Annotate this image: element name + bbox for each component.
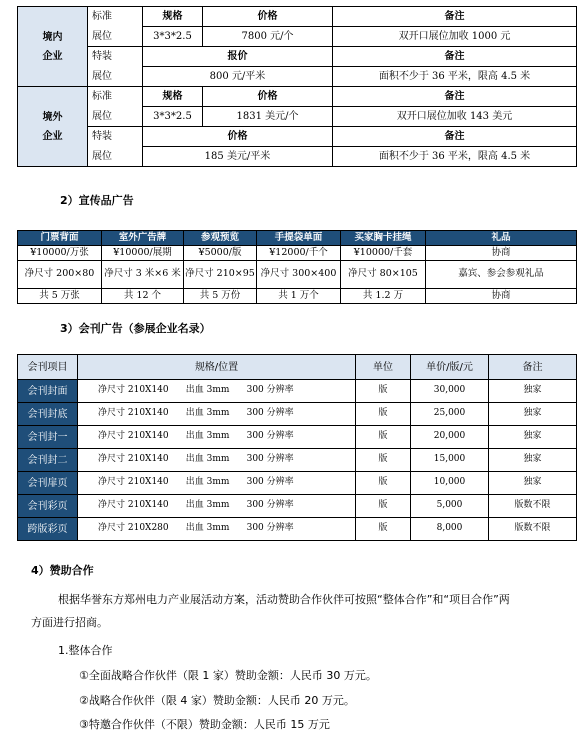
- foreign-label: 境外 企业: [18, 87, 88, 167]
- col-note: 备注: [333, 7, 577, 27]
- spec-cell: 净尺寸 210X280 出血 3mm 300 分辨率: [78, 518, 356, 541]
- sp-price: 800 元/平米: [143, 67, 333, 87]
- table-row: [18, 426, 577, 449]
- table-row: [18, 495, 577, 518]
- col-spec: 规格: [143, 87, 203, 107]
- paragraph-line-2: 方面进行招商。: [31, 616, 108, 629]
- qty-cell: 共 5 万份: [184, 289, 257, 304]
- header-cell: 单价/版/元: [411, 355, 489, 380]
- header-cell: 参观预览: [184, 231, 257, 246]
- list-item: ③特邀合作伙伴（不限）赞助金额：人民币 15 万元: [79, 718, 330, 731]
- price-cell: ¥10000/万张: [18, 246, 102, 261]
- item-cell: 会刊封面: [18, 380, 78, 403]
- item-cell: 会刊封底: [18, 403, 78, 426]
- unit-cell: 版: [356, 518, 411, 541]
- price-cell: 30,000: [411, 380, 489, 403]
- sp-price-label: 价格: [143, 127, 333, 147]
- spec-cell: 净尺寸 210X140 出血 3mm 300 分辨率: [78, 495, 356, 518]
- sp-price-label: 报价: [143, 47, 333, 67]
- size-cell: 净尺寸 80×105: [341, 261, 426, 289]
- price-cell: 协商: [426, 246, 577, 261]
- note-cell: 独家: [489, 472, 577, 495]
- section-3-title: 3）会刊广告（参展企业名录）: [60, 322, 211, 335]
- item-cell: 会刊彩页: [18, 495, 78, 518]
- header-cell: 备注: [489, 355, 577, 380]
- unit-cell: 版: [356, 472, 411, 495]
- std-price: 7800 元/个: [203, 27, 333, 47]
- price-cell: 10,000: [411, 472, 489, 495]
- section-4-title: 4）赞助合作: [31, 564, 94, 577]
- header-cell: 会刊项目: [18, 355, 78, 380]
- item-cell: 会刊扉页: [18, 472, 78, 495]
- size-cell: 净尺寸 300×400: [257, 261, 341, 289]
- qty-cell: 协商: [426, 289, 577, 304]
- sp-price: 185 美元/平米: [143, 147, 333, 167]
- spec-cell: 净尺寸 210X140 出血 3mm 300 分辨率: [78, 426, 356, 449]
- section-2-title: 2）宣传品广告: [60, 194, 134, 207]
- table-row: [18, 518, 577, 541]
- col-price: 价格: [203, 7, 333, 27]
- note-cell: 独家: [489, 403, 577, 426]
- price-cell: ¥10000/展期: [102, 246, 184, 261]
- sp-booth-label-a: 特装: [88, 47, 143, 67]
- qty-cell: 共 1.2 万: [341, 289, 426, 304]
- unit-cell: 版: [356, 403, 411, 426]
- col-price: 价格: [203, 87, 333, 107]
- header-cell: 手提袋单面: [257, 231, 341, 246]
- price-cell: 25,000: [411, 403, 489, 426]
- spec-cell: 净尺寸 210X140 出血 3mm 300 分辨率: [78, 472, 356, 495]
- qty-cell: 共 1 万个: [257, 289, 341, 304]
- subheading-overall: 1.整体合作: [58, 644, 113, 657]
- size-cell: 嘉宾、参会参观礼品: [426, 261, 577, 289]
- item-cell: 会刊封二: [18, 449, 78, 472]
- col-note: 备注: [333, 87, 577, 107]
- size-cell: 净尺寸 200×80: [18, 261, 102, 289]
- sp-note: 面积不少于 36 平米，限高 4.5 米: [333, 67, 577, 87]
- price-cell: ¥12000/千个: [257, 246, 341, 261]
- size-cell: 净尺寸 3 米×6 米: [102, 261, 184, 289]
- sp-note: 面积不少于 36 平米，限高 4.5 米: [333, 147, 577, 167]
- table-row: [18, 380, 577, 403]
- std-booth-label-b: 展位: [88, 107, 143, 127]
- price-cell: ¥5000/版: [184, 246, 257, 261]
- header-cell: 规格/位置: [78, 355, 356, 380]
- std-price: 1831 美元/个: [203, 107, 333, 127]
- sp-note-label: 备注: [333, 47, 577, 67]
- header-cell: 室外广告牌: [102, 231, 184, 246]
- price-cell: 5,000: [411, 495, 489, 518]
- std-note: 双开口展位加收 143 美元: [333, 107, 577, 127]
- table-row: [18, 403, 577, 426]
- note-cell: 版数不限: [489, 518, 577, 541]
- sp-booth-label-b: 展位: [88, 147, 143, 167]
- booth-price-table: [17, 6, 577, 167]
- col-spec: 规格: [143, 7, 203, 27]
- spec-cell: 净尺寸 210X140 出血 3mm 300 分辨率: [78, 449, 356, 472]
- note-cell: 独家: [489, 380, 577, 403]
- list-item: ①全面战略合作伙伴（限 1 家）赞助金额：人民币 30 万元。: [79, 669, 377, 682]
- spec-cell: 净尺寸 210X140 出血 3mm 300 分辨率: [78, 403, 356, 426]
- price-cell: ¥10000/千套: [341, 246, 426, 261]
- sp-note-label: 备注: [333, 127, 577, 147]
- std-booth-label-a: 标准: [88, 7, 143, 27]
- unit-cell: 版: [356, 426, 411, 449]
- item-cell: 跨版彩页: [18, 518, 78, 541]
- header-cell: 礼品: [426, 231, 577, 246]
- std-note: 双开口展位加收 1000 元: [333, 27, 577, 47]
- sp-booth-label-b: 展位: [88, 67, 143, 87]
- sp-booth-label-a: 特装: [88, 127, 143, 147]
- price-cell: 8,000: [411, 518, 489, 541]
- unit-cell: 版: [356, 495, 411, 518]
- std-spec: 3*3*2.5: [143, 27, 203, 47]
- price-cell: 20,000: [411, 426, 489, 449]
- header-cell: 买家胸卡挂绳: [341, 231, 426, 246]
- header-cell: 门票背面: [18, 231, 102, 246]
- item-cell: 会刊封一: [18, 426, 78, 449]
- unit-cell: 版: [356, 449, 411, 472]
- note-cell: 独家: [489, 449, 577, 472]
- list-item: ②战略合作伙伴（限 4 家）赞助金额：人民币 20 万元。: [79, 694, 355, 707]
- paragraph-line-1: 根据华誉东方郑州电力产业展活动方案，活动赞助合作伙伴可按照“整体合作”和“项目合作”两: [58, 593, 510, 606]
- note-cell: 独家: [489, 426, 577, 449]
- promo-ad-table: [17, 230, 577, 304]
- qty-cell: 共 12 个: [102, 289, 184, 304]
- catalog-ad-table: [17, 354, 577, 541]
- price-cell: 15,000: [411, 449, 489, 472]
- note-cell: 版数不限: [489, 495, 577, 518]
- table-row: [18, 472, 577, 495]
- unit-cell: 版: [356, 380, 411, 403]
- size-cell: 净尺寸 210×95: [184, 261, 257, 289]
- qty-cell: 共 5 万张: [18, 289, 102, 304]
- std-spec: 3*3*2.5: [143, 107, 203, 127]
- std-booth-label-b: 展位: [88, 27, 143, 47]
- header-cell: 单位: [356, 355, 411, 380]
- std-booth-label-a: 标准: [88, 87, 143, 107]
- domestic-label: 境内 企业: [18, 7, 88, 87]
- table-row: [18, 449, 577, 472]
- spec-cell: 净尺寸 210X140 出血 3mm 300 分辨率: [78, 380, 356, 403]
